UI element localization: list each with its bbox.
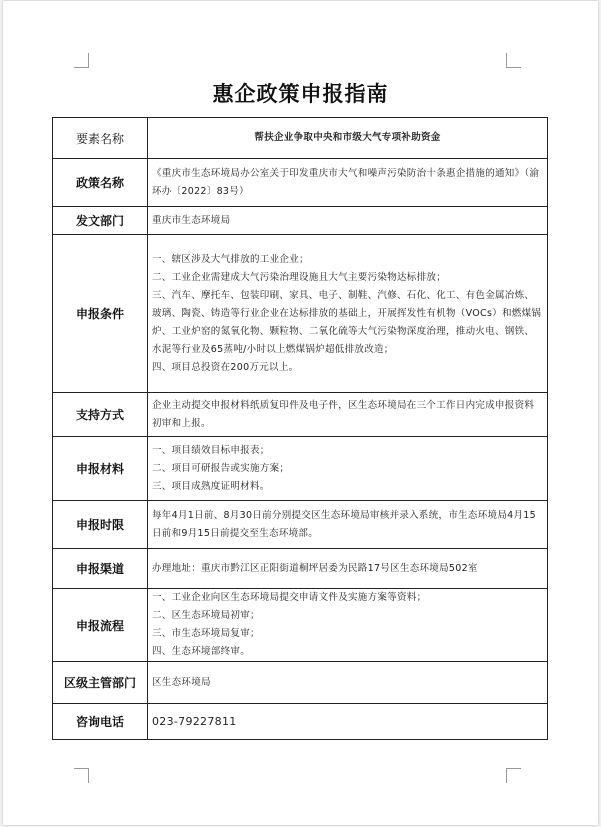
issuing-dept-value: 重庆市生态环境局 [148, 207, 548, 235]
process-label: 申报流程 [53, 589, 148, 662]
table-row-process [53, 589, 548, 662]
table-row-support [53, 393, 548, 437]
materials-line-1: 一、项目绩效目标申报表； [152, 444, 270, 456]
district-dept-label: 区级主管部门 [53, 662, 148, 704]
process-line-1: 一、工业企业向区生态环境局提交申请文件及实施方案等资料； [152, 592, 427, 603]
process-value [148, 589, 548, 662]
policy-guide-table [52, 117, 548, 740]
channel-label: 申报渠道 [53, 549, 148, 589]
materials-label: 申报材料 [53, 437, 148, 501]
header-value: 帮扶企业争取中央和市级大气专项补助资金 [148, 118, 548, 159]
conditions-line-3: 三、汽车、摩托车、包装印刷、家具、电子、制鞋、汽修、石化、化工、有色金属冶炼、玻璃、陶瓷、铸造等行业企业在达标排放的基础上，开展挥发性有机物（VOCs）和燃煤锅炉、工业炉窑的氮氧化物、颗粒物、二氧化硫等大气污染物深度治理，推动火电、钢铁、水泥等行业及65蒸吨/小时以上燃煤锅炉超低排放改造； [152, 289, 542, 355]
process-line-3: 三、市生态环境局复审； [152, 628, 260, 639]
table-row-conditions [53, 235, 548, 393]
policy-name-label: 政策名称 [53, 159, 148, 207]
support-value: 企业主动提交申报材料纸质复印件及电子件，区生态环境局在三个工作日内完成申报资料初审和上报。 [148, 393, 548, 437]
table-row-header [53, 118, 548, 159]
district-dept-value: 区生态环境局 [148, 662, 548, 704]
materials-value [148, 437, 548, 501]
table-row-issuing-dept [53, 207, 548, 235]
conditions-value [148, 235, 548, 393]
margin-mark-top-left [74, 53, 89, 68]
conditions-line-4: 四、项目总投资在200万元以上。 [152, 361, 299, 373]
conditions-line-1: 一、辖区涉及大气排放的工业企业； [152, 253, 309, 265]
process-line-2: 二、区生态环境局初审； [152, 610, 260, 621]
process-line-4: 四、生态环境部终审。 [152, 646, 251, 657]
timing-value: 每年4月1日前、8月30日前分别提交区生态环境局审核并录入系统，市生态环境局4月15日前和9月15日前提交至生态环境部。 [148, 501, 548, 549]
margin-mark-top-right [506, 53, 521, 68]
margin-mark-bottom-right [506, 768, 521, 783]
table-row-district-dept [53, 662, 548, 704]
document-title: 惠企政策申报指南 [212, 81, 389, 106]
header-label: 要素名称 [53, 118, 148, 159]
table-row-policy-name [53, 159, 548, 207]
timing-label: 申报时限 [53, 501, 148, 549]
table-row-channel [53, 549, 548, 589]
phone-value: 023-79227811 [148, 704, 548, 740]
policy-name-value: 《重庆市生态环境局办公室关于印发重庆市大气和噪声污染防治十条惠企措施的通知》（渝环办〔2022〕83号） [148, 159, 548, 207]
channel-value: 办理地址：重庆市黔江区正阳街道桐坪居委为民路17号区生态环境局502室 [148, 549, 548, 589]
conditions-line-2: 二、工业企业需建成大气污染治理设施且大气主要污染物达标排放； [152, 271, 447, 283]
phone-label: 咨询电话 [53, 704, 148, 740]
table-row-materials [53, 437, 548, 501]
materials-line-3: 三、项目成熟度证明材料。 [152, 480, 270, 492]
table-row-timing [53, 501, 548, 549]
issuing-dept-label: 发文部门 [53, 207, 148, 235]
margin-mark-bottom-left [74, 768, 89, 783]
conditions-label: 申报条件 [53, 235, 148, 393]
support-label: 支持方式 [53, 393, 148, 437]
table-row-phone [53, 704, 548, 740]
materials-line-2: 二、项目可研报告或实施方案； [152, 462, 290, 474]
